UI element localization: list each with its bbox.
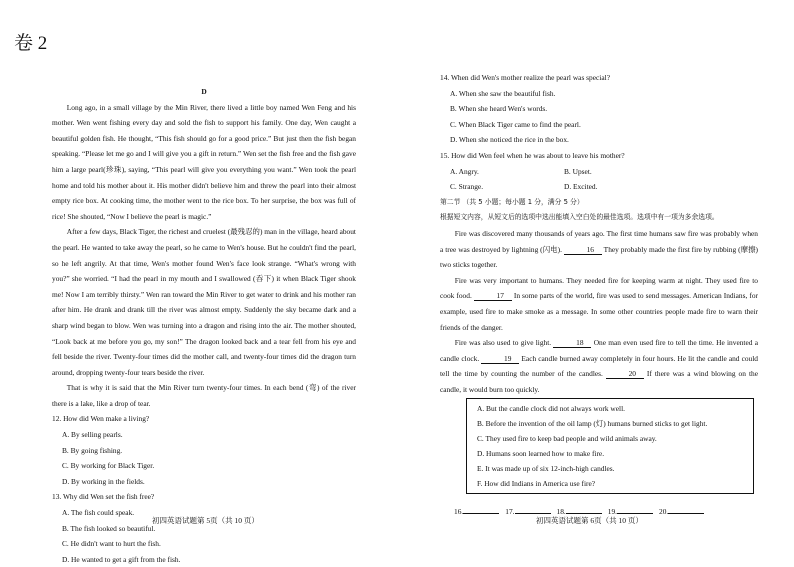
fire-paragraph-3 bbox=[440, 335, 758, 397]
question-12-option-a: A. By selling pearls. bbox=[62, 430, 123, 440]
question-15-option-d: D. Excited. bbox=[564, 182, 598, 192]
fire-paragraph-3-text-a: Fire was also used to give light. bbox=[454, 338, 554, 348]
passage-paragraph-1: Long ago, in a small village by the Min River, there lived a little boy named Wen Feng and his mother. Wen went fishing every day and sold the fish to support his family. One day, Wen caught a beautiful golden fish. He thought, “This fish should go for a good price.” But just then the fish began speaking. “Please let me go and I will give you a gift in return.” Wen set the fish free and the fish gave him a large pearl(珍珠), saying, “This pearl will give you everything you want.” Wen took the pearl home and told his mother about it. His mother didn't believe him and threw the pearl into their almost empty rice box. At cooking time, the mother went to the rice box. To her surprise, the box was full of rice! She shouted, “Now I believe the pearl is magic.” bbox=[52, 102, 356, 221]
question-12-option-b: B. By going fishing. bbox=[62, 445, 123, 455]
fire-paragraph-2-text-b: In some parts of the world, fire was used to send messages. American Indians, for example, used fire to make smoke as a message. In some other countries people made fire to warn their friends of the danger. bbox=[440, 291, 758, 332]
fire-paragraph-2 bbox=[440, 273, 758, 335]
passage-paragraph-3: That is why it is said that the Min River turn twenty-four times. In each bend (弯) of the river there is a lake, like a drop of tear. bbox=[52, 383, 356, 408]
footer-page-5: 初四英语试题第 5页（共 10 页） bbox=[152, 516, 259, 525]
answer-16-label: 16. bbox=[454, 507, 464, 517]
blank-16: 16 bbox=[564, 245, 602, 255]
section-title: 第二节 （共 5 小题；每小题 1 分，满分 5 分） bbox=[440, 197, 584, 206]
question-13-option-a: A. The fish could speak. bbox=[62, 508, 135, 518]
passage-heading: D bbox=[201, 87, 207, 96]
box-option-e: E. It was made up of six 12-inch-high candles. bbox=[477, 464, 615, 474]
blank-17: 17 bbox=[474, 291, 512, 301]
box-option-b: B. Before the invention of the oil lamp (灯) humans burned sticks to get light. bbox=[477, 419, 708, 429]
answer-17-label: 17. bbox=[505, 507, 515, 517]
box-option-c: C. They used fire to keep bad people and wild animals away. bbox=[477, 434, 657, 444]
question-14: 14. When did Wen's mother realize the pearl was special? bbox=[440, 73, 610, 82]
question-15-options-row-1 bbox=[440, 164, 758, 180]
question-15: 15. How did Wen feel when he was about to leave his mother? bbox=[440, 150, 625, 160]
blank-20: 20 bbox=[606, 369, 644, 379]
answer-16[interactable] bbox=[454, 504, 499, 520]
answer-18-label: 18. bbox=[556, 507, 566, 517]
question-14-option-d: D. When she noticed the rice in the box. bbox=[450, 135, 569, 145]
box-option-d: D. Humans soon learned how to make fire. bbox=[477, 449, 605, 459]
blank-19: 19 bbox=[481, 354, 519, 364]
question-14-option-a: A. When she saw the beautiful fish. bbox=[450, 88, 556, 98]
question-15-option-c: C. Strange. bbox=[450, 182, 484, 192]
right-column bbox=[440, 70, 758, 520]
volume-label: 卷 2 bbox=[14, 33, 48, 54]
question-13-option-b: B. The fish looked so beautiful. bbox=[62, 523, 156, 533]
question-13: 13. Why did Wen set the fish free? bbox=[52, 492, 155, 502]
question-12-option-d: D. By working in the fields. bbox=[62, 476, 145, 486]
fire-paragraph-3-text-b: One man even used fire to tell the time. He invented a candle clock. bbox=[440, 338, 759, 363]
fire-paragraph-2-text-a: Fire was very important to humans. They needed fire for keeping warm at night. They used fire to cook food. bbox=[440, 275, 758, 301]
blank-18: 18 bbox=[553, 338, 591, 348]
answer-20-label: 20. bbox=[659, 507, 669, 517]
fire-paragraph-1-text-b: They probably made the first fire by rubbing (摩擦) two sticks together. bbox=[440, 244, 759, 270]
answer-16-line bbox=[463, 513, 499, 514]
options-box bbox=[466, 398, 754, 494]
question-14-option-c: C. When Black Tiger came to find the pearl. bbox=[450, 119, 581, 129]
question-15-option-b: B. Upset. bbox=[564, 166, 592, 176]
question-14-option-b: B. When she heard Wen's words. bbox=[450, 104, 548, 114]
question-15-option-a: A. Angry. bbox=[450, 166, 479, 176]
question-12: 12. How did Wen make a living? bbox=[52, 414, 150, 424]
passage-paragraph-2: After a few days, Black Tiger, the richest and cruelest (最残忍的) man in the village, heard about the pearl. He wanted to take away the pearl, so he came to Wen's house. But he couldn't find the pearl, so he left angrily. At that time, Wen's mother found Wen's face look strange. “What's wrong with you?” she worried. “I had the pearl in my mouth and I swallowed (吞下) it when Black Tiger shook me! Now I am terribly thirsty.” Wen ran toward the Min River to get water to drink and his mother ran after him. He drank and drank till the river was almost empty. Suddenly the sky became dark and a sharp wind began to blow. Wen was turning into a dragon and rising into the air. The mother shouted, “Look back at me before you go, my son!” The dragon looked back and a tear fell from his eye and fell beside the river. Twenty-four times did the mother call, and twenty-four times did the dragon turn around, dropping twenty-four tears beside the river. bbox=[52, 227, 356, 377]
left-column bbox=[52, 84, 356, 567]
question-12-option-c: C. By working for Black Tiger. bbox=[62, 461, 155, 471]
fire-paragraph-3-text-d: If there was a wind blowing on the candle, it would burn too quickly. bbox=[440, 369, 758, 394]
fire-paragraph-1-text-a: Fire was discovered many thousands of years ago. The first time humans saw fire was probably when a tree was destroyed by lightning (闪电). bbox=[440, 228, 758, 254]
fire-paragraph-3-text-c: Each candle burned away completely in four hours. He lit the candle and could tell the time by counting the number of the candles. bbox=[440, 353, 758, 379]
question-15-options-row-2 bbox=[440, 179, 758, 195]
box-option-a: A. But the candle clock did not always work well. bbox=[477, 404, 625, 414]
answer-20[interactable] bbox=[659, 504, 704, 520]
section-instructions: 根据短文内容，从短文后的选项中选出能填入空白处的最佳选项。选项中有一项为多余选项。 bbox=[440, 213, 719, 222]
fire-paragraph-1 bbox=[440, 226, 758, 273]
question-13-option-d: D. He wanted to get a gift from the fish. bbox=[62, 554, 181, 564]
answer-20-line bbox=[668, 513, 704, 514]
question-13-option-c: C. He didn't want to hurt the fish. bbox=[62, 539, 161, 549]
footer-page-6: 初四英语试题第 6页（共 10 页） bbox=[536, 516, 643, 525]
box-option-f: F. How did Indians in America use fire? bbox=[477, 479, 596, 489]
answer-19-label: 19. bbox=[607, 507, 617, 517]
